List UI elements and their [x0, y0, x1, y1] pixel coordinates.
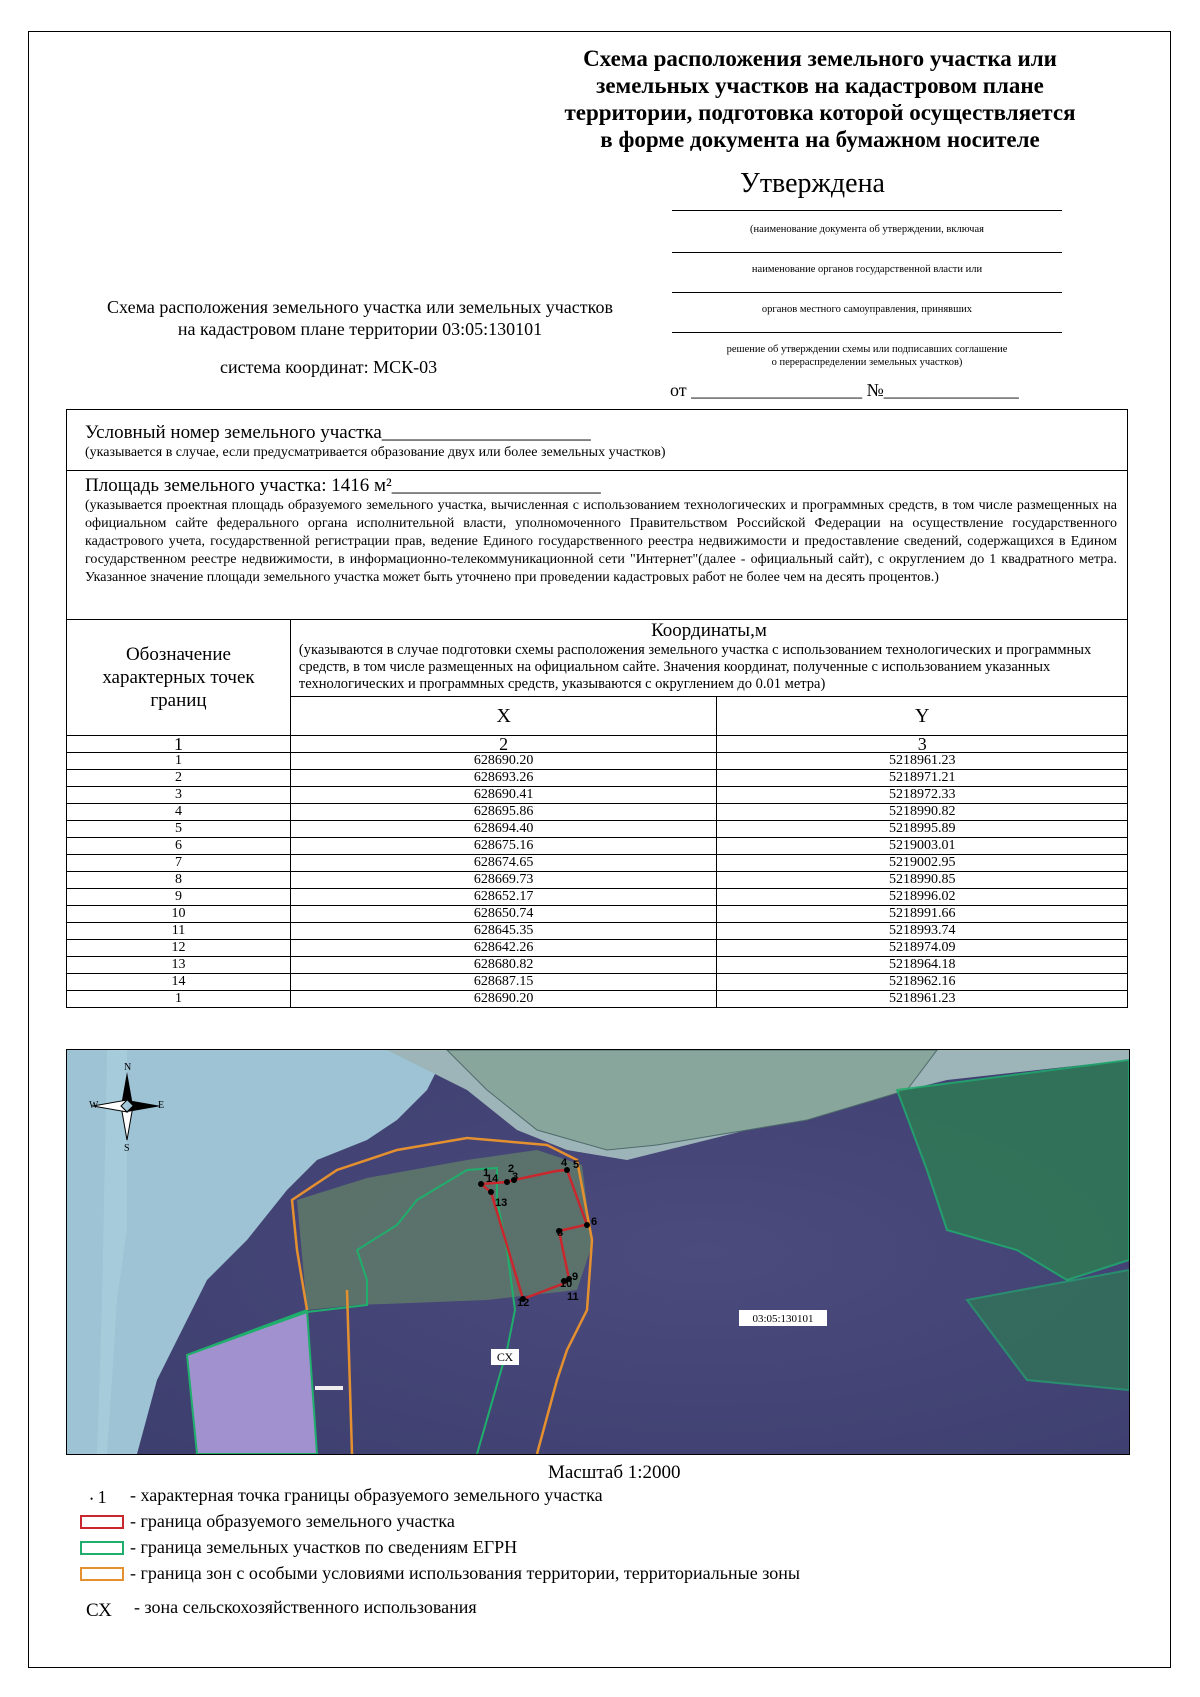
- row-cell-x: 628690.20: [290, 753, 717, 770]
- row-cell-x: 628680.82: [290, 957, 717, 974]
- legend-point-symbol: [90, 1487, 107, 1508]
- approval-line: [672, 292, 1062, 293]
- conditional-number-cell: [67, 410, 1128, 471]
- area-note: (указывается проектная площадь образуемого земельного участка, вычисленная с использованием технологических и программных средств, в том числе размещенных на официальном сайте федерального органа исполнительной власти, уполномоченного Правительством Российской Федерации на осуществление государственного кадастрового учета, государственной регистрации прав, ведение Единого государственного реестра недвижимости и предоставление сведений, содержащихся в Едином государственном реестре недвижимости, в информационно-телекоммуникационной сети "Интернет"(далее - официальный сайт), с округлением до 1 квадратного метра. Указанное значение площади земельного участка может быть уточнено при проведении кадастровых работ не более чем на десять процентов.): [85, 498, 1117, 585]
- row-cell-y: 5218993.74: [717, 923, 1128, 940]
- col-num: 3: [717, 736, 1128, 753]
- point-label: 11: [567, 1291, 579, 1303]
- col-y-header: Y: [717, 697, 1128, 736]
- legend-egrn-text: - граница земельных участков по сведениям ЕГРН: [130, 1537, 518, 1557]
- legend-point-text: - характерная точка границы образуемого земельного участка: [130, 1485, 603, 1505]
- point-label: 13: [495, 1197, 508, 1209]
- row-cell-x: 628690.41: [290, 787, 717, 804]
- legend-plot-swatch: [80, 1515, 124, 1529]
- conditional-number-label: Условный номер земельного участка______________________: [85, 422, 591, 443]
- table-row: [67, 974, 1128, 991]
- title-line: Схема расположения земельного участка или: [583, 46, 1057, 71]
- point-label: 10: [560, 1278, 573, 1290]
- approval-line: [672, 210, 1062, 211]
- row-cell-y: 5218990.85: [717, 872, 1128, 889]
- point-label: 6: [591, 1216, 598, 1228]
- row-cell-y: 5218991.66: [717, 906, 1128, 923]
- title-line: в форме документа на бумажном носителе: [600, 127, 1040, 152]
- row-cell-y: 5219002.95: [717, 855, 1128, 872]
- row-cell-x: 628695.86: [290, 804, 717, 821]
- row-cell-n: 10: [67, 906, 291, 923]
- area-label: Площадь земельного участка: 1416 м²______________________: [85, 475, 601, 496]
- row-cell-n: 14: [67, 974, 291, 991]
- legend-zones-swatch: [80, 1567, 124, 1581]
- approval-note: наименование органов государственной власти или: [751, 264, 983, 275]
- row-cell-y: 5218961.23: [717, 753, 1128, 770]
- row-cell-y: 5218990.82: [717, 804, 1128, 821]
- compass-e: E: [158, 1100, 165, 1111]
- row-cell-x: 628690.20: [290, 991, 717, 1008]
- table-row: [67, 940, 1128, 957]
- approval-date-number: от ___________________ №_______________: [670, 380, 1019, 400]
- approval-line: [672, 332, 1062, 333]
- row-cell-y: 5218961.23: [717, 991, 1128, 1008]
- row-cell-y: 5218996.02: [717, 889, 1128, 906]
- cadastral-label: 03:05:130101: [752, 1313, 814, 1325]
- compass-w: W: [89, 1100, 99, 1111]
- row-cell-y: 5218964.18: [717, 957, 1128, 974]
- row-cell-n: 1: [67, 753, 291, 770]
- coordinate-system: система координат: МСК-03: [220, 357, 438, 377]
- approval-note: (наименование документа об утверждении, включая: [750, 224, 984, 235]
- row-cell-x: 628669.73: [290, 872, 717, 889]
- row-cell-n: 4: [67, 804, 291, 821]
- scale-mark: [315, 1386, 343, 1390]
- approval-note: решение об утверждении схемы или подписавших соглашение: [726, 344, 1008, 355]
- row-cell-n: 1: [67, 991, 291, 1008]
- row-cell-y: 5218995.89: [717, 821, 1128, 838]
- title-line: земельных участков на кадастровом плане: [596, 73, 1044, 98]
- scheme-caption: [40, 296, 680, 340]
- coordinates-table: [66, 409, 1128, 1008]
- row-cell-x: 628650.74: [290, 906, 717, 923]
- table-row: [67, 923, 1128, 940]
- row-cell-n: 7: [67, 855, 291, 872]
- approval-note: о перераспределении земельных участков): [771, 357, 963, 368]
- coords-note: (указываются в случае подготовки схемы расположения земельного участка с использованием технологических и программных средств, в том числе размещенных на официальном сайте. Значения координат, полученные с использованием указанных технологических и программных средств, указываются с округлением до 0.01 метра): [298, 642, 1092, 692]
- zone-label: СХ: [496, 1350, 514, 1364]
- approval-line: [672, 252, 1062, 253]
- legend-plot-text: - граница образуемого земельного участка: [130, 1511, 455, 1531]
- point-label: 1: [483, 1167, 490, 1179]
- row-cell-n: 3: [67, 787, 291, 804]
- document-title: [520, 45, 1120, 153]
- row-cell-n: 2: [67, 770, 291, 787]
- row-cell-x: 628645.35: [290, 923, 717, 940]
- table-row: [67, 787, 1128, 804]
- title-line: территории, подготовка которой осуществляется: [564, 100, 1076, 125]
- row-cell-n: 12: [67, 940, 291, 957]
- legend-cx-symbol: СХ: [86, 1600, 112, 1621]
- table-row: [67, 855, 1128, 872]
- table-row: [67, 753, 1128, 770]
- row-cell-x: 628694.40: [290, 821, 717, 838]
- table-row: [67, 872, 1128, 889]
- row-cell-x: 628675.16: [290, 838, 717, 855]
- col-num: 1: [67, 736, 291, 753]
- point-label: 12: [517, 1297, 530, 1309]
- area-cell: [67, 471, 1128, 620]
- scheme-line: на кадастровом плане территории 03:05:130101: [177, 319, 543, 339]
- row-cell-x: 628674.65: [290, 855, 717, 872]
- map-svg: [67, 1050, 1129, 1454]
- points-header: Обозначение характерных точек границ: [67, 620, 291, 736]
- row-cell-n: 5: [67, 821, 291, 838]
- legend-egrn-swatch: [80, 1541, 124, 1555]
- col-num: 2: [290, 736, 717, 753]
- compass-n: N: [124, 1062, 132, 1073]
- row-cell-y: 5218972.33: [717, 787, 1128, 804]
- point-label: 3: [512, 1171, 519, 1183]
- point-label: 2: [508, 1163, 515, 1175]
- row-cell-n: 11: [67, 923, 291, 940]
- legend-point-number: 1: [97, 1487, 107, 1507]
- table-row: [67, 804, 1128, 821]
- coords-header: Координаты,м: [651, 620, 767, 641]
- map-scale: Масштаб 1:2000: [548, 1462, 681, 1483]
- row-cell-n: 13: [67, 957, 291, 974]
- table-row: [67, 821, 1128, 838]
- row-cell-x: 628642.26: [290, 940, 717, 957]
- point-label: 5: [573, 1159, 580, 1171]
- approval-note: органов местного самоуправления, принявших: [761, 304, 973, 315]
- cadastral-map: [66, 1049, 1130, 1455]
- row-cell-n: 9: [67, 889, 291, 906]
- approved-label: Утверждена: [740, 168, 885, 199]
- row-cell-x: 628687.15: [290, 974, 717, 991]
- row-cell-y: 5218971.21: [717, 770, 1128, 787]
- point-label: 8: [557, 1227, 564, 1239]
- compass-s: S: [124, 1143, 130, 1154]
- legend-cx-text: - зона сельскохозяйственного использования: [134, 1597, 477, 1617]
- row-cell-y: 5219003.01: [717, 838, 1128, 855]
- row-cell-x: 628652.17: [290, 889, 717, 906]
- row-cell-y: 5218974.09: [717, 940, 1128, 957]
- row-cell-n: 8: [67, 872, 291, 889]
- table-row: [67, 957, 1128, 974]
- point-label: 4: [561, 1157, 568, 1169]
- row-cell-n: 6: [67, 838, 291, 855]
- scheme-line: Схема расположения земельного участка или земельных участков: [107, 297, 613, 317]
- point-label: 14: [486, 1173, 499, 1185]
- point-label: 9: [572, 1271, 579, 1283]
- table-row: [67, 838, 1128, 855]
- coords-header-cell: [290, 620, 1127, 697]
- point-dot-icon: •: [90, 1493, 94, 1504]
- legend-zones-text: - граница зон с особыми условиями использования территории, территориальные зоны: [130, 1563, 800, 1583]
- row-cell-x: 628693.26: [290, 770, 717, 787]
- table-row: [67, 991, 1128, 1008]
- table-row: [67, 906, 1128, 923]
- conditional-number-note: (указывается в случае, если предусматривается образование двух или более земельных участков): [85, 445, 666, 460]
- table-row: [67, 770, 1128, 787]
- row-cell-y: 5218962.16: [717, 974, 1128, 991]
- table-row: [67, 889, 1128, 906]
- col-x-header: X: [290, 697, 717, 736]
